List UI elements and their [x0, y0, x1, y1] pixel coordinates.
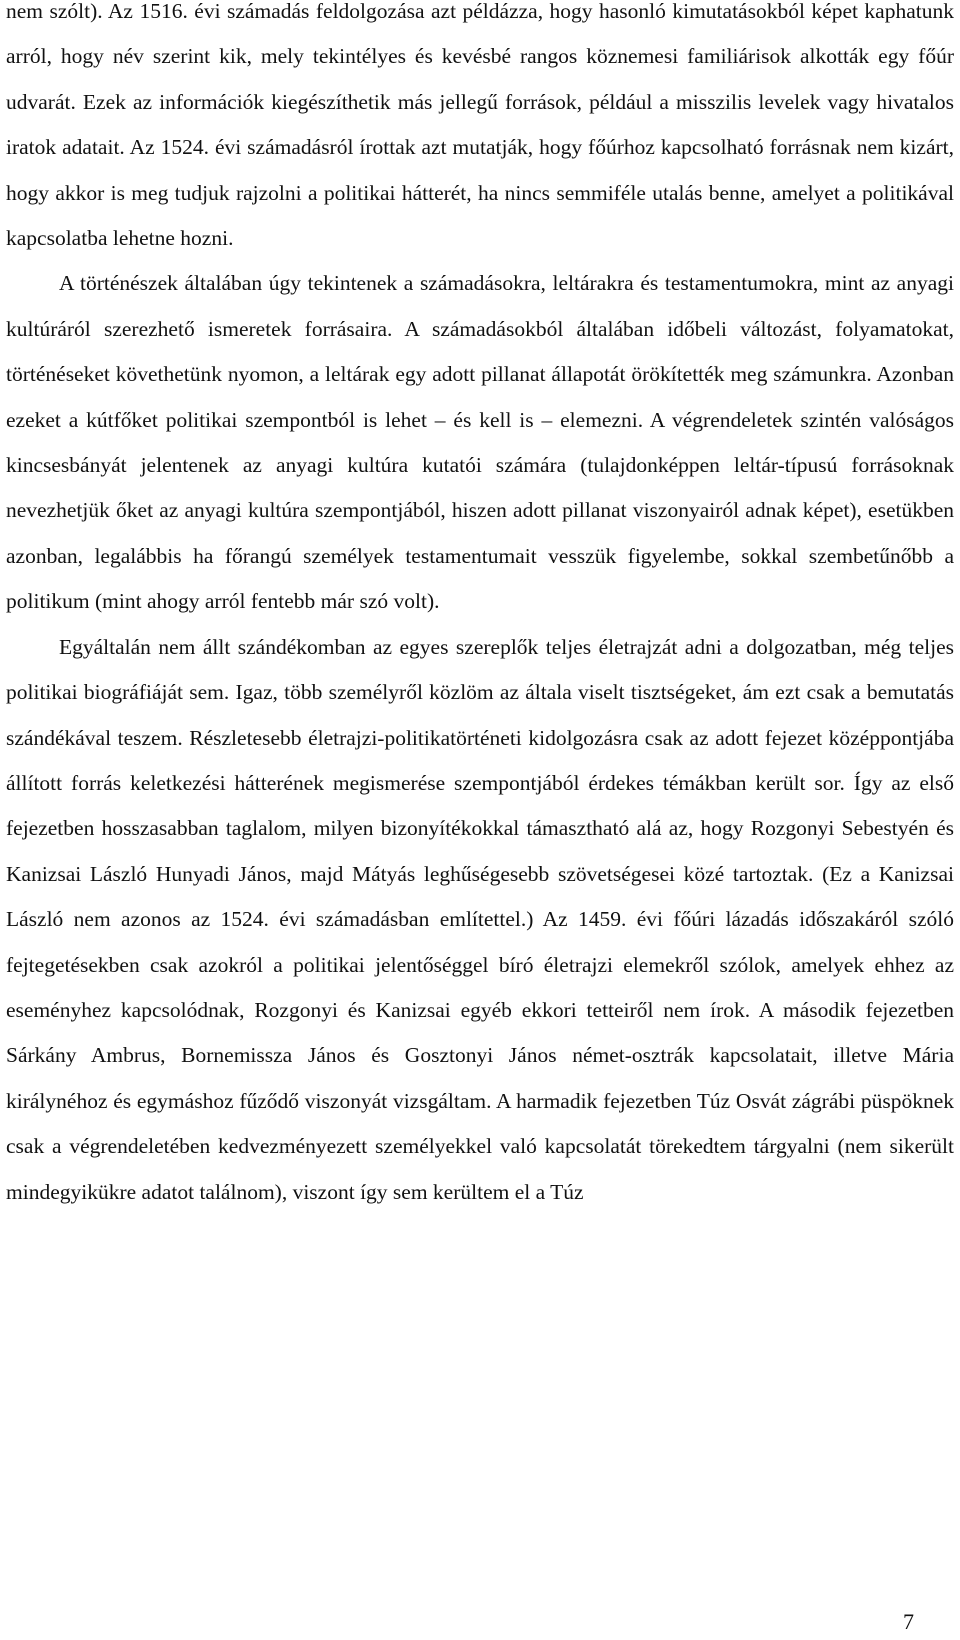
- paragraph-3: Egyáltalán nem állt szándékomban az egyes szereplők teljes életrajzát adni a dolgozatban, még teljes politikai biográfiáját sem. Igaz, több személyről közlöm az általa viselt tisztségeket, ám ezt csak a bemutatás szándékával teszem. Részletesebb életrajzi-politikatörténeti kidolgozásra csak az adott fejezet középpontjába állított forrás keletkezési hátterének megismerése szempontjából érdekes témákban került sor. Így az első fejezetben hosszasabban taglalom, milyen bizonyítékokkal támasztható alá az, hogy Rozgonyi Sebestyén és Kanizsai László Hunyadi János, majd Mátyás leghűségesebb szövetségesei közé tartoztak. (Ez a Kanizsai László nem azonos az 1524. évi számadásban említettel.) Az 1459. évi főúri lázadás időszakáról szóló fejtegetésekben csak azokról a politikai jelentőséggel bíró életrajzi elemekről szólok, amelyek ehhez az eseményhez kapcsolódnak, Rozgonyi és Kanizsai egyéb ekkori tetteiről nem írok. A második fejezetben Sárkány Ambrus, Bornemissza János és Gosztonyi János német-osztrák kapcsolatait, illetve Mária királynéhoz és egymáshoz fűződő viszonyát vizsgáltam. A harmadik fejezetben Túz Osvát zágrábi püspöknek csak a végrendeletében kedvezményezett személyekkel való kapcsolatát törekedtem tárgyalni (nem sikerült mindegyikükre adatot találnom), viszont így sem kerültem el a Túz: [6, 634, 954, 1204]
- page-number: 7: [903, 1609, 914, 1634]
- paragraph-2: A történészek általában úgy tekintenek a számadásokra, leltárakra és testamentumokra, mint az anyagi kultúráról szerezhető ismeretek forrásaira. A számadásokból általában időbeli változást, folyamatokat, történéseket követhetünk nyomon, a leltárak egy adott pillanat állapotát örökítették meg számunkra. Azonban ezeket a kútfőket politikai szempontból is lehet – és kell is – elemezni. A végrendeletek szintén valóságos kincsesbányát jelentenek az anyagi kultúra kutatói számára (tulajdonképpen leltár-típusú forrásoknak nevezhetjük őket az anyagi kultúra szempontjából, hiszen adott pillanat viszonyairól adnak képet), esetükben azonban, legalábbis ha főrangú személyek testamentumait vesszük figyelembe, sokkal szembetűnőbb a politikum (mint ahogy arról fentebb már szó volt).: [6, 271, 954, 614]
- paragraph-1: nem szólt). Az 1516. évi számadás feldolgozása azt példázza, hogy hasonló kimutatásokból képet kaphatunk arról, hogy név szerint kik, mely tekintélyes és kevésbé rangos köznemesi familiárisok alkották egy főúr udvarát. Ezek az információk kiegészíthetik más jellegű források, például a misszilis levelek vagy hivatalos iratok adatait. Az 1524. évi számadásról írottak azt mutatják, hogy főúrhoz kapcsolható forrásnak nem kizárt, hogy akkor is meg tudjuk rajzolni a politikai hátterét, ha nincs semmiféle utalás benne, amelyet a politikával kapcsolatba lehetne hozni.: [6, 0, 954, 251]
- document-page: [6, 0, 954, 1215]
